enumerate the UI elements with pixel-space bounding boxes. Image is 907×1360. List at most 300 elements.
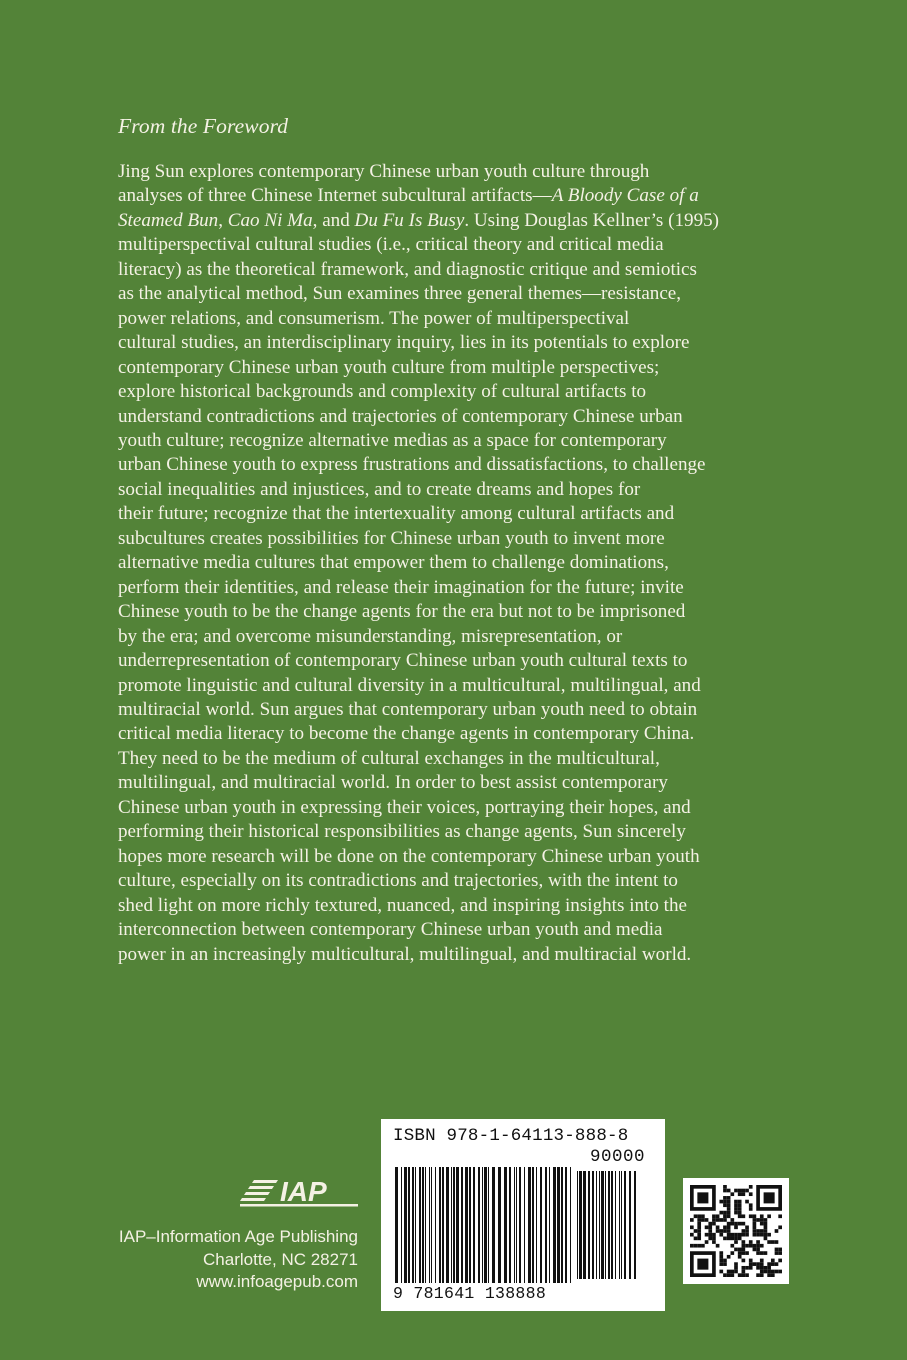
foreword-line [118,698,798,722]
qr-module [771,1259,775,1263]
text-run: explore historical backgrounds and complexity of cultural artifacts to [118,381,647,403]
qr-module [734,1262,738,1266]
qr-module [760,1262,764,1266]
qr-module [734,1211,738,1215]
qr-module [738,1255,742,1259]
qr-module [719,1229,723,1233]
qr-module [701,1218,705,1222]
qr-module [753,1233,757,1237]
qr-module [730,1222,734,1226]
qr-module [697,1233,701,1237]
qr-module [767,1270,771,1274]
qr-module [745,1229,749,1233]
qr-finder [697,1192,708,1203]
barcode-bar [583,1171,586,1279]
qr-module [760,1214,764,1218]
text-run: hopes more research will be done on the contemporary Chinese urban youth [118,845,700,867]
barcode-bar [536,1167,537,1283]
text-run: alternative media cultures that empower them to challenge dominations, [118,552,669,574]
barcode-bar [412,1167,414,1283]
qr-module [719,1218,723,1222]
barcode-bar [540,1167,542,1283]
barcode-bar [404,1167,407,1283]
qr-module [727,1237,731,1241]
text-run: power relations, and consumerism. The power of multiperspectival [118,307,630,329]
qr-module [760,1233,764,1237]
italic-title: A Bloody Case of a [551,185,699,207]
barcode-bar [401,1167,402,1283]
qr-module [742,1214,746,1218]
qr-module [723,1262,727,1266]
qr-module [767,1233,771,1237]
qr-module [771,1270,775,1274]
qr-module [697,1218,701,1222]
foreword-line [118,429,798,453]
qr-module [764,1222,768,1226]
qr-module [727,1222,731,1226]
qr-module [738,1211,742,1215]
qr-module [756,1218,760,1222]
foreword-line [118,282,798,306]
text-run: They need to be the medium of cultural exchanges in the multicultural, [118,747,660,769]
qr-module [730,1218,734,1222]
barcode-bar [557,1167,560,1283]
barcode-bar [577,1171,578,1279]
barcode-bar [561,1167,563,1283]
qr-module [767,1240,771,1244]
barcode-addon-bars [577,1171,639,1281]
qr-module [749,1207,753,1211]
qr-module [764,1270,768,1274]
qr-module [771,1240,775,1244]
qr-module [734,1225,738,1229]
qr-finder [764,1192,775,1203]
foreword-line [118,453,798,477]
foreword-line [118,894,798,918]
qr-module [764,1233,768,1237]
barcode-bar [478,1167,480,1283]
qr-module [712,1233,716,1237]
qr-module [727,1189,731,1193]
qr-module [749,1266,753,1270]
text-run: critical media literacy to become the change agents in contemporary China. [118,723,695,745]
qr-module [742,1240,746,1244]
qr-module [730,1273,734,1277]
qr-module [738,1192,742,1196]
text-run: multiracial world. Sun argues that contemporary urban youth need to obtain [118,698,698,720]
qr-module [760,1244,764,1248]
qr-module [719,1251,723,1255]
qr-module [705,1233,709,1237]
qr-module [749,1244,753,1248]
barcode-bar [605,1171,606,1279]
qr-module [749,1192,753,1196]
qr-module [753,1229,757,1233]
barcode-bars [395,1167,573,1285]
foreword-line [118,796,798,820]
barcode-bar [588,1171,590,1279]
qr-module [727,1214,731,1218]
foreword-line [118,771,798,795]
qr-module [760,1218,764,1222]
qr-module [723,1189,727,1193]
qr-module [745,1266,749,1270]
barcode-bar [619,1171,620,1279]
qr-module [712,1222,716,1226]
qr-module [745,1273,749,1277]
qr-module [775,1248,779,1252]
qr-module [742,1229,746,1233]
barcode-bar [395,1167,398,1283]
qr-module [756,1266,760,1270]
qr-module [712,1240,716,1244]
qr-module [775,1251,779,1255]
qr-module [778,1251,782,1255]
foreword-line [118,160,798,184]
qr-module [764,1237,768,1241]
barcode-bar [456,1167,459,1283]
foreword-line [118,576,798,600]
qr-module [734,1203,738,1207]
qr-module [716,1214,720,1218]
foreword-line [118,356,798,380]
foreword-line [118,478,798,502]
iap-logo-text: IAP [280,1177,327,1207]
barcode-bar [634,1171,636,1279]
qr-module [694,1244,698,1248]
qr-module [778,1214,782,1218]
barcode-bar [621,1171,622,1279]
qr-module [742,1273,746,1277]
qr-module [708,1237,712,1241]
qr-module [734,1200,738,1204]
barcode-bar [484,1167,487,1283]
qr-module [745,1225,749,1229]
qr-module [727,1233,731,1237]
qr-module [727,1200,731,1204]
text-run: multiperspectival cultural studies (i.e., critical theory and critical media [118,234,664,256]
qr-module [708,1225,712,1229]
qr-module [712,1214,716,1218]
qr-module [756,1251,760,1255]
qr-module [771,1262,775,1266]
qr-module [738,1251,742,1255]
qr-module [734,1248,738,1252]
foreword-line [118,625,798,649]
qr-module [738,1189,742,1193]
text-run: , and [312,209,355,231]
qr-module [764,1229,768,1233]
qr-module [723,1196,727,1200]
qr-module [742,1244,746,1248]
qr-module [734,1240,738,1244]
barcode-bar [429,1167,430,1283]
qr-module [749,1259,753,1263]
barcode-bar [453,1167,455,1283]
qr-module [753,1214,757,1218]
barcode-bar [592,1171,594,1279]
foreword-line [118,674,798,698]
qr-module [756,1233,760,1237]
qr-module [753,1218,757,1222]
qr-module [760,1222,764,1226]
qr-module [775,1229,779,1233]
barcode-bar [532,1167,534,1283]
qr-module [719,1259,723,1263]
text-run: multilingual, and multiracial world. In order to best assist contemporary [118,772,668,794]
italic-title: Cao Ni Ma [227,209,313,231]
qr-module [708,1233,712,1237]
qr-module [738,1203,742,1207]
qr-module [701,1214,705,1218]
qr-module [730,1192,734,1196]
qr-module [727,1207,731,1211]
foreword-line [118,649,798,673]
qr-module [730,1251,734,1255]
barcode-bar [615,1171,616,1279]
barcode-bar [482,1167,483,1283]
qr-module [738,1233,742,1237]
qr-module [767,1214,771,1218]
barcode-bar [611,1171,613,1279]
isbn-label: ISBN 978-1-64113-888-8 [393,1126,629,1146]
qr-module [738,1207,742,1211]
qr-module [756,1273,760,1277]
barcode-bar [415,1167,416,1283]
qr-module [756,1248,760,1252]
barcode-bar [528,1167,531,1283]
qr-module [742,1270,746,1274]
qr-module [764,1266,768,1270]
text-run: social inequalities and injustices, and to create dreams and hopes for [118,478,641,500]
text-run: literacy) as the theoretical framework, and diagnostic critique and semiotics [118,258,697,280]
qr-module [734,1233,738,1237]
qr-module [742,1189,746,1193]
qr-module [690,1218,694,1222]
qr-module [749,1262,753,1266]
text-run: Jing Sun explores contemporary Chinese urban youth culture through [118,161,650,182]
barcode-bar [492,1167,495,1283]
qr-module [708,1222,712,1226]
text-run: their future; recognize that the intertexuality among cultural artifacts and [118,503,675,525]
qr-module [749,1240,753,1244]
qr-module [734,1189,738,1193]
qr-code-image [690,1185,782,1277]
qr-module [697,1222,701,1226]
barcode-bar [596,1171,597,1279]
text-run: cultural studies, an interdisciplinary inquiry, lies in its potentials to explore [118,332,690,354]
qr-module [697,1229,701,1233]
foreword-line [118,820,798,844]
qr-module [742,1259,746,1263]
qr-module [753,1262,757,1266]
qr-module [723,1203,727,1207]
qr-module [775,1240,779,1244]
qr-module [745,1200,749,1204]
qr-module [742,1266,746,1270]
qr-module [727,1255,731,1259]
qr-module [767,1262,771,1266]
text-run: subcultures creates possibilities for Chinese urban youth to invent more [118,527,665,549]
barcode-bar [504,1167,507,1283]
qr-module [723,1259,727,1263]
foreword-line [118,747,798,771]
foreword-line [118,869,798,893]
qr-module [694,1237,698,1241]
barcode-bar [498,1167,501,1283]
qr-module [719,1200,723,1204]
qr-module [727,1273,731,1277]
qr-module [775,1270,779,1274]
text-run: performing their historical responsibilities as change agents, Sun sincerely [118,821,686,843]
barcode-bar [488,1167,489,1283]
text-run: as the analytical method, Sun examines three general themes—resistance, [118,283,682,305]
barcode-bar [514,1167,515,1283]
qr-module [738,1273,742,1277]
qr-module [749,1203,753,1207]
foreword-line [118,722,798,746]
qr-module [727,1211,731,1215]
barcode-bar [608,1171,610,1279]
foreword-line [118,845,798,869]
qr-module [749,1214,753,1218]
qr-module [738,1200,742,1204]
qr-module [705,1240,709,1244]
qr-module [727,1270,731,1274]
barcode-digits: 9 781641 138888 [393,1284,547,1303]
qr-module [719,1270,723,1274]
foreword-line [118,527,798,551]
qr-module [734,1207,738,1211]
qr-module [771,1273,775,1277]
publisher-website: www.infoagepub.com [196,1272,358,1291]
barcode-bar [570,1167,571,1283]
qr-module [727,1203,731,1207]
barcode-bar [439,1167,441,1283]
qr-module [753,1225,757,1229]
qr-module [756,1244,760,1248]
barcode-bar [509,1167,511,1283]
foreword-line [118,209,798,233]
text-run: contemporary Chinese urban youth culture from multiple perspectives; [118,356,660,378]
qr-module [697,1244,701,1248]
qr-module [716,1229,720,1233]
foreword-line [118,307,798,331]
italic-title: Steamed Bun [118,209,219,231]
qr-module [764,1225,768,1229]
barcode-bar [473,1167,475,1283]
text-run: Chinese urban youth in expressing their voices, portraying their hopes, and [118,796,691,818]
qr-module [745,1233,749,1237]
qr-code [683,1178,789,1284]
qr-module [712,1237,716,1241]
qr-module [778,1248,782,1252]
barcode-bar [599,1171,600,1279]
qr-module [756,1240,760,1244]
foreword-line [118,502,798,526]
barcode-bar [442,1167,444,1283]
qr-module [742,1222,746,1226]
qr-module [760,1259,764,1263]
text-run: by the era; and overcome misunderstanding, misrepresentation, or [118,625,623,647]
qr-module [749,1185,753,1189]
qr-module [734,1222,738,1226]
barcode-bar [422,1167,424,1283]
qr-module [778,1225,782,1229]
qr-module [727,1225,731,1229]
qr-module [705,1225,709,1229]
qr-module [694,1214,698,1218]
text-run: promote linguistic and cultural diversity in a multicultural, multilingual, and [118,674,701,696]
qr-module [753,1248,757,1252]
foreword-line [118,233,798,257]
foreword-line [118,943,798,967]
qr-module [712,1218,716,1222]
qr-module [760,1229,764,1233]
qr-module [730,1233,734,1237]
qr-module [723,1214,727,1218]
text-run: power in an increasingly multicultural, multilingual, and multiracial world. [118,943,692,965]
qr-module [753,1222,757,1226]
barcode-bar [601,1171,604,1279]
qr-module [697,1214,701,1218]
qr-module [767,1266,771,1270]
qr-module [694,1229,698,1233]
qr-module [742,1251,746,1255]
barcode-bar [519,1167,521,1283]
barcode-bar [516,1167,517,1283]
qr-module [760,1273,764,1277]
qr-module [745,1251,749,1255]
price-code: 90000 [589,1147,645,1167]
text-run: , [218,209,228,231]
qr-finder [697,1259,708,1270]
qr-module [701,1244,705,1248]
barcode-bar [425,1167,426,1283]
qr-module [723,1200,727,1204]
text-run: shed light on more richly textured, nuanced, and inspiring insights into the [118,894,687,916]
qr-module [716,1244,720,1248]
qr-module [690,1233,694,1237]
qr-module [760,1251,764,1255]
foreword-line [118,405,798,429]
publisher-info [108,1226,358,1294]
qr-module [716,1218,720,1222]
qr-module [716,1225,720,1229]
text-run: Chinese youth to be the change agents for the era but not to be imprisoned [118,601,686,623]
barcode-bar [524,1167,525,1283]
qr-module [723,1237,727,1241]
qr-module [738,1222,742,1226]
qr-module [738,1248,742,1252]
foreword-line [118,918,798,942]
qr-module [723,1229,727,1233]
qr-module [705,1218,709,1222]
qr-module [719,1255,723,1259]
foreword-line [118,331,798,355]
text-run: culture, especially on its contradictions and trajectories, with the intent to [118,870,678,892]
iap-logo [240,1177,358,1207]
foreword-heading: From the Foreword [118,114,289,138]
foreword-line [118,551,798,575]
italic-title: Du Fu Is Busy [354,209,465,231]
barcode-bar [465,1167,468,1283]
barcode-bar [451,1167,452,1283]
qr-module [727,1229,731,1233]
text-run: underrepresentation of contemporary Chinese urban youth cultural texts to [118,650,688,672]
text-run: understand contradictions and trajectories of contemporary Chinese urban [118,405,683,427]
qr-module [753,1244,757,1248]
